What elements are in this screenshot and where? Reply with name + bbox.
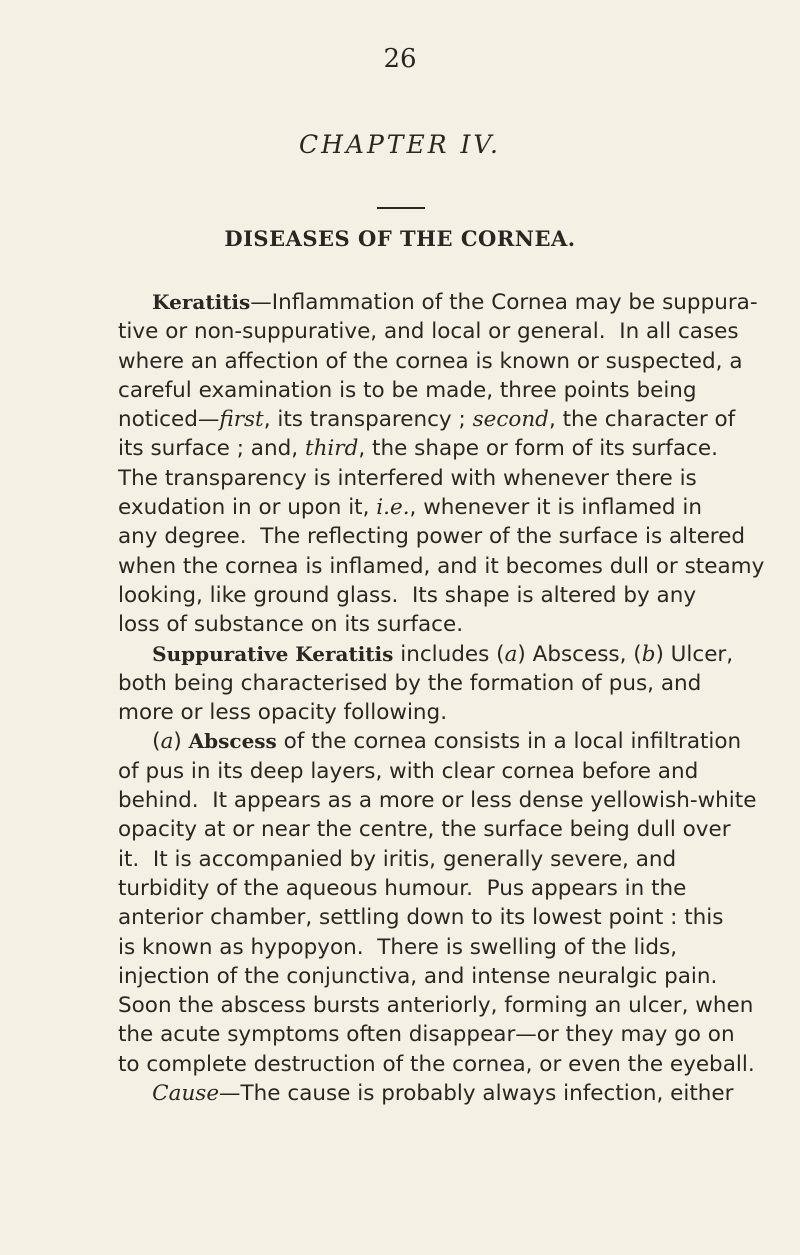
text-run	[118, 642, 152, 667]
italic-text: first	[219, 407, 264, 433]
text-run: behind. It appears as a more or less dense yellowish-white	[118, 788, 757, 814]
text-line	[118, 552, 800, 581]
text-line	[118, 640, 800, 669]
text-run: its surface ; and,	[118, 436, 305, 462]
text-run: , its transparency ;	[263, 407, 473, 433]
text-line	[118, 845, 800, 874]
text-line	[118, 347, 800, 376]
chapter-heading: CHAPTER IV.	[298, 130, 501, 159]
body-text	[118, 288, 800, 1108]
text-run: ) Ulcer,	[655, 641, 734, 667]
text-line	[118, 786, 800, 815]
text-run: of the cornea consists in a local infiltration	[276, 729, 742, 755]
text-line	[118, 1079, 800, 1108]
italic-text: Cause	[152, 1081, 220, 1107]
text-run: looking, like ground glass. Its shape is altered by any	[118, 582, 697, 608]
text-run: loss of substance on its surface.	[118, 612, 464, 638]
text-run: to complete destruction of the cornea, or even the eyeball.	[118, 1051, 755, 1077]
text-run: —Inflammation of the Cornea may be suppura-	[250, 290, 758, 315]
text-line	[118, 1020, 800, 1049]
text-run	[118, 290, 152, 315]
text-run: any degree. The reflecting power of the surface is altered	[118, 524, 746, 550]
text-run: anterior chamber, settling down to its lowest point : this	[118, 905, 724, 931]
text-line	[118, 493, 800, 522]
italic-text: i.e.	[376, 495, 410, 521]
text-run: exudation in or upon it,	[118, 495, 377, 521]
text-line	[118, 991, 800, 1020]
text-run: , the shape or form of its surface.	[358, 436, 718, 462]
text-line	[118, 727, 800, 756]
text-line	[118, 903, 800, 932]
text-line	[118, 933, 800, 962]
page-number: 26	[383, 44, 417, 74]
text-run: where an affection of the cornea is known or suspected, a	[118, 348, 743, 374]
heading-divider	[377, 207, 425, 209]
text-line	[118, 522, 800, 551]
text-line	[118, 434, 800, 463]
text-run: is known as hypopyon. There is swelling of the lids,	[118, 934, 678, 960]
italic-text: second	[472, 407, 549, 433]
text-line	[118, 376, 800, 405]
text-line	[118, 962, 800, 991]
text-run: it. It is accompanied by iritis, generally severe, and	[118, 846, 677, 872]
text-line	[118, 581, 800, 610]
text-run: , whenever it is inflamed in	[409, 495, 702, 521]
text-line	[118, 1050, 800, 1079]
text-run	[118, 1081, 152, 1106]
text-line	[118, 815, 800, 844]
text-run: of pus in its deep layers, with clear cornea before and	[118, 758, 699, 784]
text-run: ) Abscess, (	[517, 641, 642, 667]
text-run: Soon the abscess bursts anteriorly, forming an ulcer, when	[118, 993, 754, 1019]
term-heading: Keratitis	[152, 290, 251, 314]
text-run: injection of the conjunctiva, and intense neuralgic pain.	[118, 963, 718, 989]
text-line	[118, 874, 800, 903]
italic-text: a	[160, 729, 174, 755]
text-run: when the cornea is inflamed, and it becomes dull or steamy	[118, 553, 765, 579]
text-run: —The cause is probably always infection, either	[219, 1081, 734, 1107]
text-run: opacity at or near the centre, the surface being dull over	[118, 817, 731, 843]
text-run: both being characterised by the formation of pus, and	[118, 670, 702, 696]
text-line	[118, 317, 800, 346]
section-title: DISEASES OF THE CORNEA.	[224, 226, 576, 251]
text-run: more or less opacity following.	[118, 700, 448, 726]
text-run: , the character of	[548, 407, 736, 433]
italic-text: a	[504, 641, 518, 667]
text-run: includes (	[393, 641, 505, 667]
text-line	[118, 288, 800, 317]
text-run: )	[173, 729, 189, 755]
text-run: the acute symptoms often disappear—or they may go on	[118, 1022, 735, 1048]
text-line	[118, 757, 800, 786]
text-run: noticed—	[118, 407, 220, 433]
text-line	[118, 405, 800, 434]
term-heading: Suppurative Keratitis	[152, 641, 394, 666]
text-run: The transparency is interfered with whenever there is	[118, 465, 697, 491]
text-run: tive or non-suppurative, and local or general. In all cases	[118, 319, 739, 345]
text-run: careful examination is to be made, three points being	[118, 377, 697, 403]
term-heading: Abscess	[188, 729, 277, 754]
italic-text: third	[304, 436, 359, 462]
text-run: (	[118, 729, 161, 755]
text-line	[118, 698, 800, 727]
text-line	[118, 464, 800, 493]
text-line	[118, 669, 800, 698]
text-line	[118, 610, 800, 639]
italic-text: b	[641, 641, 656, 667]
text-run: turbidity of the aqueous humour. Pus appears in the	[118, 875, 687, 901]
